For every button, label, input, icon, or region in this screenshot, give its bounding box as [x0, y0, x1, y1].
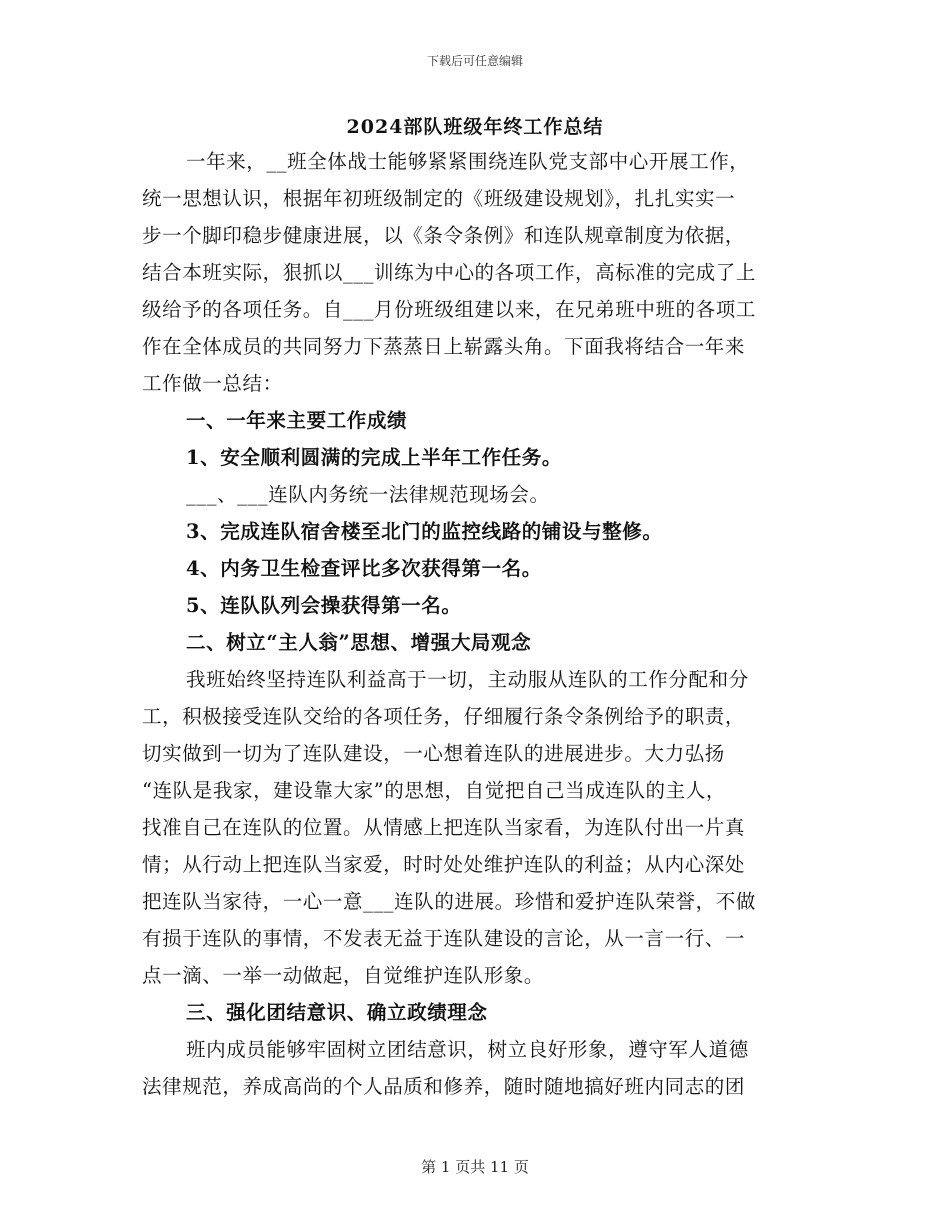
- paragraph-line: 我班始终坚持连队利益高于一切，主动服从连队的工作分配和分: [186, 668, 749, 691]
- paragraph-line: 工，积极接受连队交给的各项任务，仔细履行条令条例给予的职责，: [142, 705, 746, 728]
- paragraph-line: 统一思想认识，根据年初班级制定的《班级建设规划》，扎扎实实一: [142, 187, 736, 210]
- document-body: [142, 143, 812, 1105]
- section-heading-line: 1、安全顺利圆满的完成上半年工作任务。: [186, 446, 562, 469]
- section-heading-line: 一、一年来主要工作成绩: [186, 409, 408, 432]
- document-title: 2024部队班级年终工作总结: [346, 116, 604, 138]
- paragraph-line: 有损于连队的事情，不发表无益于连队建设的言论，从一言一行、一: [142, 927, 746, 950]
- paragraph-line: 工作做一总结：: [142, 372, 283, 395]
- paragraph-line: “连队是我家，建设靠大家”的思想，自觉把自己当成连队的主人，: [142, 779, 726, 802]
- section-heading-line: 3、完成连队宿舍楼至北门的监控线路的铺设与整修。: [186, 520, 663, 543]
- header-note: 下载后可任意编辑: [426, 54, 523, 68]
- paragraph-line: 作在全体成员的共同努力下蒸蒸日上崭露头角。下面我将结合一年来: [142, 335, 746, 358]
- page-footer: 第 1 页共 11 页: [421, 1158, 529, 1176]
- paragraph-line: 找准自己在连队的位置。从情感上把连队当家看，为连队付出一片真: [142, 816, 746, 839]
- paragraph-line: 法律规范，养成高尚的个人品质和修养，随时随地搞好班内同志的团: [142, 1075, 746, 1098]
- section-heading-line: 三、强化团结意识、确立政绩理念: [186, 1001, 488, 1024]
- paragraph-line: 步一个脚印稳步健康进展，以《条令条例》和连队规章制度为依据，: [142, 224, 746, 247]
- paragraph-line: 结合本班实际，狠抓以___训练为中心的各项工作，高标准的完成了上: [142, 261, 756, 284]
- paragraph-line: 点一滴、一举一动做起，自觉维护连队形象。: [142, 964, 545, 987]
- paragraph-line: 一年来，__班全体战士能够紧紧围绕连队党支部中心开展工作，: [186, 150, 750, 173]
- section-heading-line: 4、内务卫生检查评比多次获得第一名。: [186, 557, 542, 580]
- paragraph-line: 把连队当家待，一心一意___连队的进展。珍惜和爱护连队荣誉，不做: [142, 890, 756, 913]
- section-heading-line: 5、连队队列会操获得第一名。: [186, 594, 462, 617]
- paragraph-line: 级给予的各项任务。自___月份班级组建以来，在兄弟班中班的各项工: [142, 298, 756, 321]
- paragraph-line: 切实做到一切为了连队建设，一心想着连队的进展进步。大力弘扬: [142, 742, 725, 765]
- paragraph-line: 班内成员能够牢固树立团结意识，树立良好形象，遵守军人道德: [186, 1038, 749, 1061]
- paragraph-line: ___、___连队内务统一法律规范现场会。: [186, 483, 550, 506]
- section-heading-line: 二、树立“主人翁”思想、增强大局观念: [186, 631, 532, 654]
- paragraph-line: 情；从行动上把连队当家爱，时时处处维护连队的利益；从内心深处: [142, 853, 746, 876]
